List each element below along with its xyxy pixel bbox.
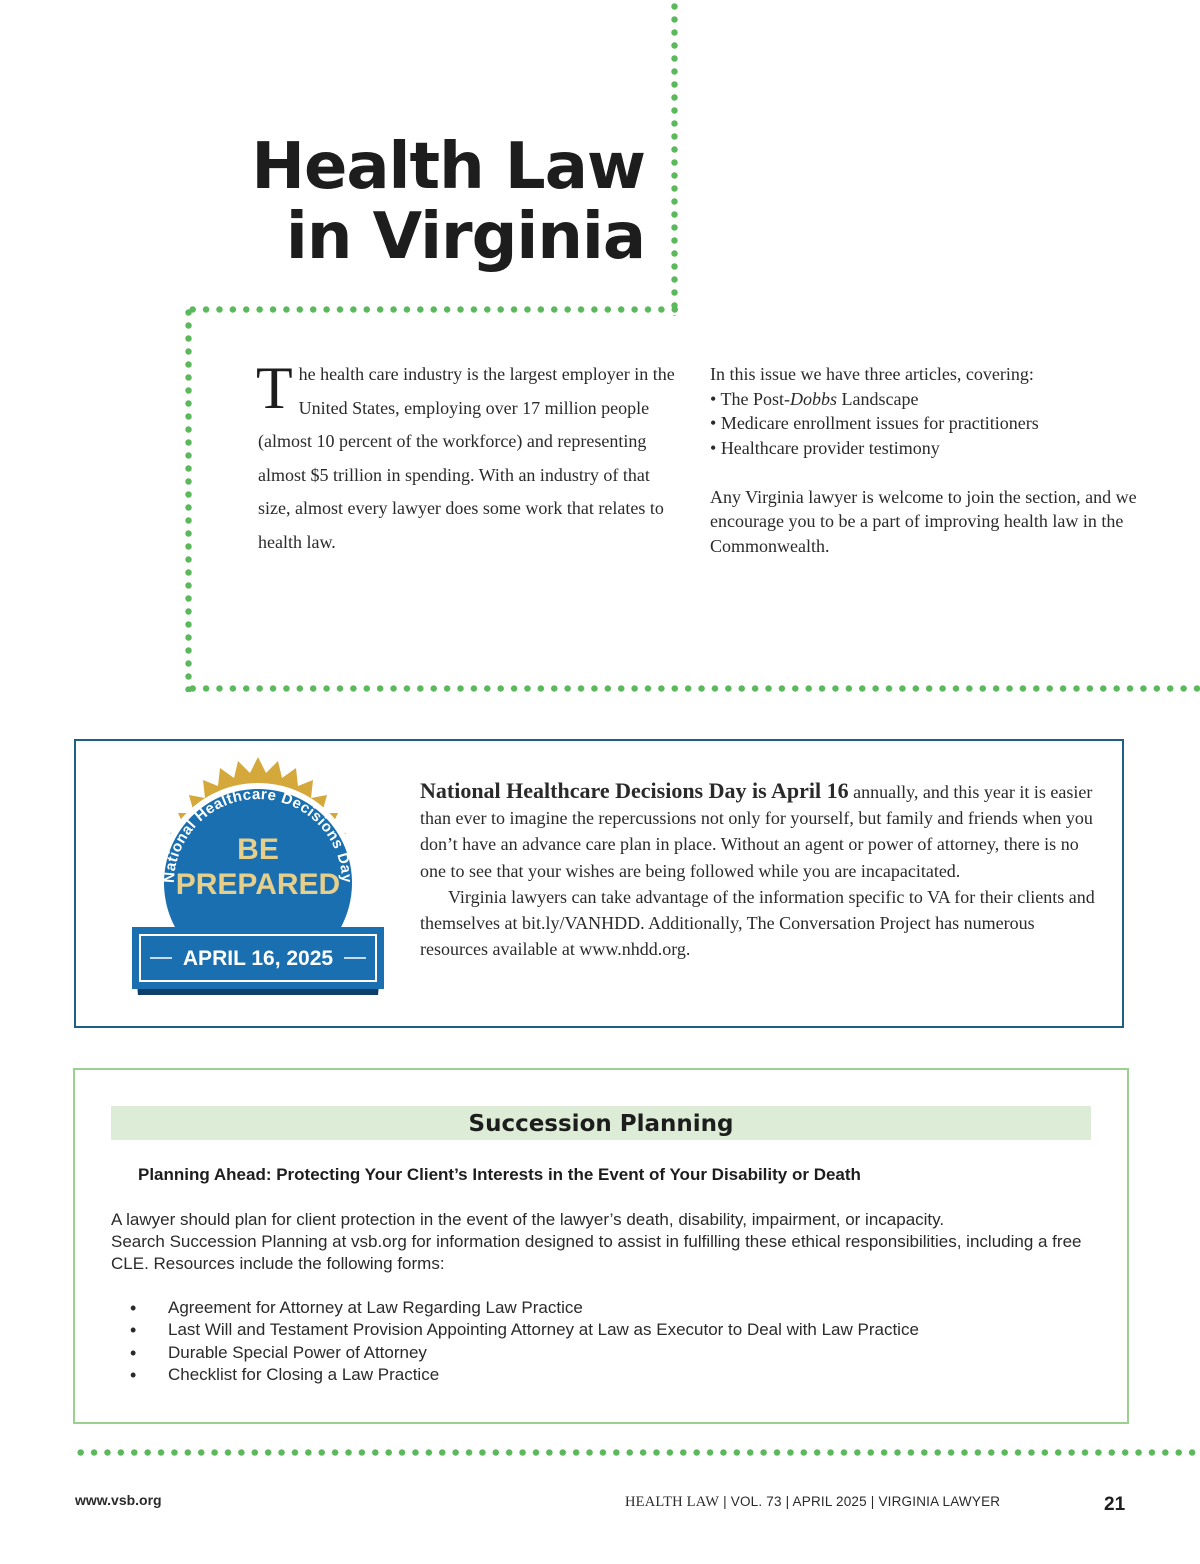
dotted-border-under-title	[186, 306, 678, 313]
nhdd-para1-rest: annually, and this year it is easier than ever to imagine the repercussions not only for yourself, but family and friends when you don’t have an advance care plan in place. Without an agent or power of attorney, there is no one to see that your wishes are being followed while you are incapacitated.	[420, 782, 1093, 881]
article-item: • Healthcare provider testimony	[710, 436, 1140, 461]
dotted-border-top-right	[671, 0, 678, 316]
nhdd-paragraph-1	[420, 778, 1100, 884]
page-number: 21	[1104, 1494, 1126, 1515]
drop-cap: T	[256, 355, 293, 421]
page-title	[251, 132, 645, 272]
nhdd-text	[420, 778, 1100, 962]
dotted-border-bottom	[74, 1449, 1200, 1456]
articles-lead: In this issue we have three articles, covering:	[710, 364, 1034, 384]
article-item	[710, 387, 1140, 412]
closing-paragraph: Any Virginia lawyer is welcome to join the section, and we encourage you to be a part of improving health law in the Commonwealth.	[710, 486, 1137, 556]
badge-date: APRIL 16, 2025	[182, 947, 334, 970]
list-item: • Durable Special Power of Attorney	[130, 1342, 1080, 1364]
badge-arc-text: National Healthcare Decisions Day	[160, 785, 356, 884]
intro-left-column	[256, 355, 686, 559]
footer-issue-info	[625, 1494, 1000, 1511]
succession-heading: Succession Planning	[111, 1106, 1091, 1140]
dotted-border-left	[185, 306, 192, 692]
be-prepared-badge	[128, 755, 388, 1015]
article-1-post: Landscape	[837, 388, 919, 409]
list-item: • Checklist for Closing a Law Practice	[130, 1364, 1080, 1386]
articles-list	[710, 387, 1140, 461]
footer-website: www.vsb.org	[75, 1492, 162, 1508]
dotted-border-mid	[186, 685, 1200, 692]
list-item: • Last Will and Testament Provision Appointing Attorney at Law as Executor to Deal with Law Practice	[130, 1319, 1080, 1341]
article-item: • Medicare enrollment issues for practitioners	[710, 411, 1140, 436]
succession-body-line-1: A lawyer should plan for client protection in the event of the lawyer’s death, disability, impairment, or incapacity.	[111, 1210, 945, 1229]
footer-issue: | VOL. 73 | APRIL 2025 | VIRGINIA LAWYER	[719, 1494, 1001, 1509]
nhdd-lead: National Healthcare Decisions Day is April 16	[420, 778, 849, 803]
badge-be: BE	[237, 833, 279, 866]
article-1-pre: The Post-	[720, 388, 790, 409]
succession-body-line-2: Search Succession Planning at vsb.org for information designed to assist in fulfilling these ethical responsibilities, including a free CLE. Resources include the following forms:	[111, 1232, 1082, 1273]
footer-section: HEALTH LAW	[625, 1494, 720, 1510]
title-line-1: Health Law	[251, 130, 645, 204]
forms-list	[130, 1297, 1080, 1386]
article-1-italic: Dobbs	[789, 388, 837, 409]
nhdd-paragraph-2: Virginia lawyers can take advantage of the information specific to VA for their clients and themselves at bit.ly/VANHDD. Additionally, The Conversation Project has numerous resources available at www.nhdd.org.	[420, 886, 1095, 960]
title-line-2: in Virginia	[285, 200, 645, 274]
intro-paragraph: he health care industry is the largest employer in the United States, employing over 17 million people (almost 10 percent of the workforce) and representing almost $5 trillion in spending. With an industry of that size, almost every lawyer does some work that relates to health law.	[258, 364, 675, 552]
succession-subheading: Planning Ahead: Protecting Your Client’s Interests in the Event of Your Disability or Death	[138, 1165, 861, 1184]
succession-body	[111, 1209, 1086, 1275]
intro-right-column	[710, 362, 1140, 558]
list-item: • Agreement for Attorney at Law Regarding Law Practice	[130, 1297, 1080, 1319]
badge-prepared: PREPARED	[175, 868, 341, 901]
